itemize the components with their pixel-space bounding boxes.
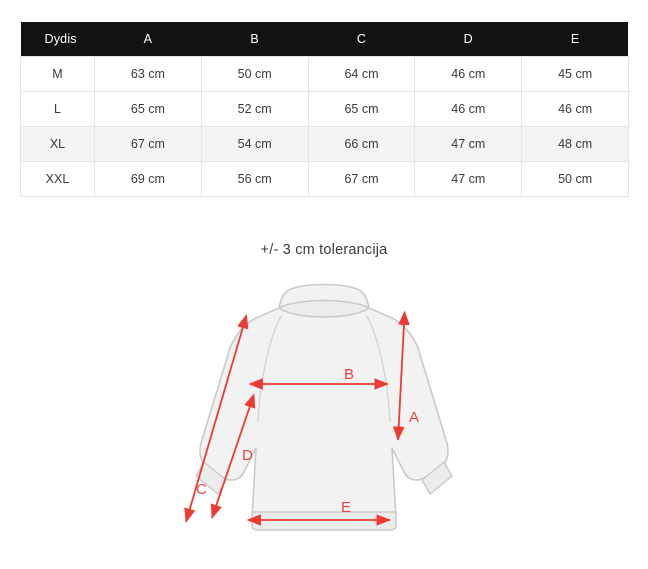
measure-label-c: C — [196, 481, 207, 498]
table-row — [21, 57, 629, 92]
table-header-row — [21, 22, 629, 57]
column-header-e: E — [522, 22, 629, 57]
table-row — [21, 162, 629, 197]
measure-label-e: E — [341, 499, 352, 516]
table-row — [21, 127, 629, 162]
cell-a: 69 cm — [95, 162, 202, 197]
sweatshirt-illustration — [196, 285, 452, 531]
cell-b: 54 cm — [201, 127, 308, 162]
cell-size: M — [21, 57, 95, 92]
table-body — [21, 57, 629, 197]
cell-e: 45 cm — [522, 57, 629, 92]
cell-d: 46 cm — [415, 57, 522, 92]
cell-b: 56 cm — [201, 162, 308, 197]
column-header-a: A — [95, 22, 202, 57]
column-header-c: C — [308, 22, 415, 57]
cell-c: 64 cm — [308, 57, 415, 92]
cell-d: 47 cm — [415, 162, 522, 197]
cell-c: 66 cm — [308, 127, 415, 162]
measure-label-d: D — [242, 447, 253, 464]
cell-d: 47 cm — [415, 127, 522, 162]
cell-e: 48 cm — [522, 127, 629, 162]
column-header-d: D — [415, 22, 522, 57]
cell-size: XL — [21, 127, 95, 162]
measure-label-b: B — [344, 366, 355, 383]
cell-b: 50 cm — [201, 57, 308, 92]
size-table-container — [20, 22, 628, 197]
cell-d: 46 cm — [415, 92, 522, 127]
cell-a: 65 cm — [95, 92, 202, 127]
measure-label-a: A — [409, 409, 420, 426]
cell-b: 52 cm — [201, 92, 308, 127]
cell-c: 65 cm — [308, 92, 415, 127]
cell-size: L — [21, 92, 95, 127]
table-header — [21, 22, 629, 57]
cell-a: 63 cm — [95, 57, 202, 92]
cell-e: 50 cm — [522, 162, 629, 197]
column-header-b: B — [201, 22, 308, 57]
tolerance-note: +/- 3 cm tolerancija — [260, 242, 388, 258]
cell-a: 67 cm — [95, 127, 202, 162]
garment-diagram — [0, 272, 648, 552]
column-header-size: Dydis — [21, 22, 95, 57]
cell-size: XXL — [21, 162, 95, 197]
cell-c: 67 cm — [308, 162, 415, 197]
size-table — [20, 22, 629, 197]
table-row — [21, 92, 629, 127]
cell-e: 46 cm — [522, 92, 629, 127]
